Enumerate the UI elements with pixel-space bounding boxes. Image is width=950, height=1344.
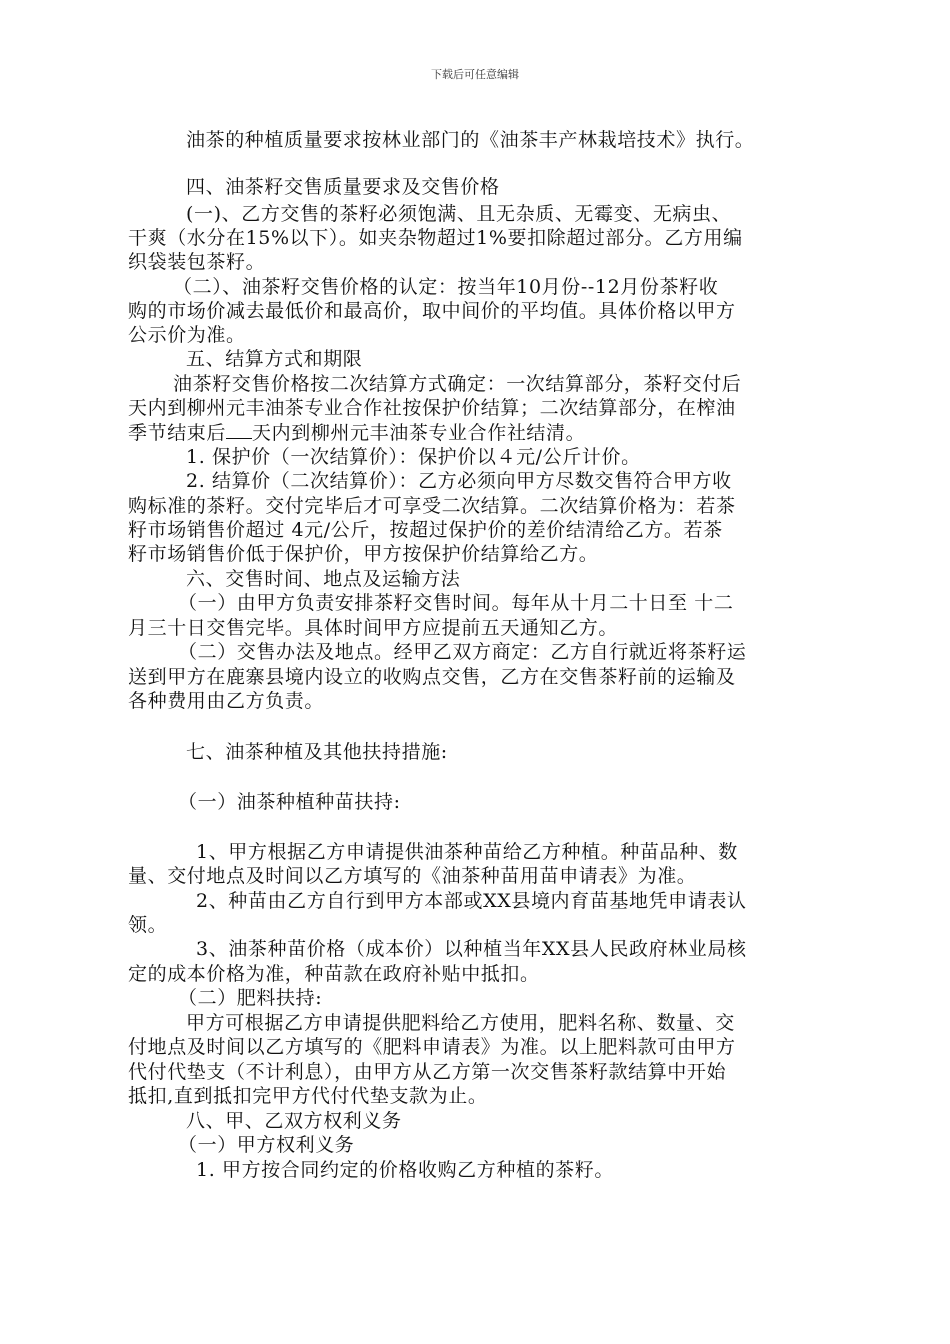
paragraph-line: 油茶的种植质量要求按林业部门的《油茶丰产林栽培技术》执行。 (186, 129, 755, 151)
paragraph-line: 领。 (128, 914, 168, 936)
paragraph-line: 定的成本价格为准，种苗款在政府补贴中抵扣。 (128, 963, 540, 985)
paragraph-line: 2. 结算价（二次结算价）：乙方必须向甲方尽数交售符合甲方收 (186, 470, 732, 492)
paragraph-line: 籽市场销售价超过 4元/公斤，按超过保护价的差价结清给乙方。若茶 (128, 519, 723, 541)
paragraph-line: (一)、乙方交售的茶籽必须饱满、且无杂质、无霉变、无病虫、 (186, 203, 732, 225)
paragraph-line: 抵扣,直到抵扣完甲方代付代垫支款为止。 (128, 1085, 488, 1107)
paragraph-line: 购的市场价减去最低价和最高价，取中间价的平均值。具体价格以甲方 (128, 300, 736, 322)
paragraph-line: 2、种苗由乙方自行到甲方本部或XX县境内育苗基地凭申请表认 (196, 890, 747, 912)
section-heading: 五、结算方式和期限 (186, 348, 363, 370)
paragraph-line: 公示价为准。 (128, 324, 246, 346)
section-heading: 四、油茶籽交售质量要求及交售价格 (186, 176, 500, 198)
section-heading: 八、甲、乙双方权利义务 (186, 1110, 402, 1132)
paragraph-line: （二）、油茶籽交售价格的认定：按当年10月份--12月份茶籽收 (173, 276, 719, 298)
subsection-heading: （一）甲方权利义务 (178, 1134, 355, 1156)
paragraph-line: 月三十日交售完毕。具体时间甲方应提前五天通知乙方。 (128, 617, 619, 639)
paragraph-line: 各种费用由乙方负责。 (128, 690, 325, 712)
paragraph-line: （二）交售办法及地点。经甲乙双方商定：乙方自行就近将茶籽运 (178, 641, 747, 663)
page-header: 下载后可任意编辑 (431, 68, 519, 81)
paragraph-line: 代付代垫支（不计利息），由甲方从乙方第一次交售茶籽款结算中开始 (128, 1061, 727, 1083)
paragraph-line: 送到甲方在鹿寨县境内设立的收购点交售，乙方在交售茶籽前的运输及 (128, 666, 736, 688)
paragraph-segment: 天内到柳州元丰油茶专业合作社结清。 (252, 422, 586, 444)
paragraph-line: 干爽（水分在15%以下）。如夹杂物超过1%要扣除超过部分。乙方用编 (128, 227, 743, 249)
paragraph-line (128, 420, 585, 445)
subsection-heading: （二）肥料扶持: (178, 987, 323, 1009)
paragraph-line: 1. 保护价（一次结算价）：保护价以４元/公斤计价。 (186, 446, 641, 468)
paragraph-segment: 季节结束后 (128, 422, 227, 444)
paragraph-line: （一）由甲方负责安排茶籽交售时间。每年从十月二十日至 十二 (178, 592, 734, 614)
paragraph-line: 3、油茶种苗价格（成本价）以种植当年XX县人民政府林业局核 (196, 938, 747, 960)
paragraph-line: 量、交付地点及时间以乙方填写的《油茶种苗用苗申请表》为准。 (128, 865, 697, 887)
fill-in-blank (226, 420, 252, 439)
subsection-heading: （一）油茶种植种苗扶持: (178, 791, 401, 813)
paragraph-line: 购标准的茶籽。交付完毕后才可享受二次结算。二次结算价格为：若茶 (128, 495, 736, 517)
paragraph-line: 织袋装包茶籽。 (128, 251, 266, 273)
paragraph-line: 甲方可根据乙方申请提供肥料给乙方使用，肥料名称、数量、交 (186, 1012, 735, 1034)
paragraph-line: 1、甲方根据乙方申请提供油茶种苗给乙方种植。种苗品种、数 (196, 841, 738, 863)
paragraph-line: 天内到柳州元丰油茶专业合作社按保护价结算；二次结算部分，在榨油 (128, 397, 736, 419)
section-heading: 六、交售时间、地点及运输方法 (186, 568, 461, 590)
paragraph-line: 付地点及时间以乙方填写的《肥料申请表》为准。以上肥料款可由甲方 (128, 1036, 736, 1058)
section-heading: 七、油茶种植及其他扶持措施: (186, 741, 448, 763)
paragraph-line: 籽市场销售价低于保护价，甲方按保护价结算给乙方。 (128, 543, 599, 565)
paragraph-line: 1. 甲方按合同约定的价格收购乙方种植的茶籽。 (196, 1159, 614, 1181)
paragraph-line: 油茶籽交售价格按二次结算方式确定：一次结算部分，茶籽交付后 (173, 373, 742, 395)
